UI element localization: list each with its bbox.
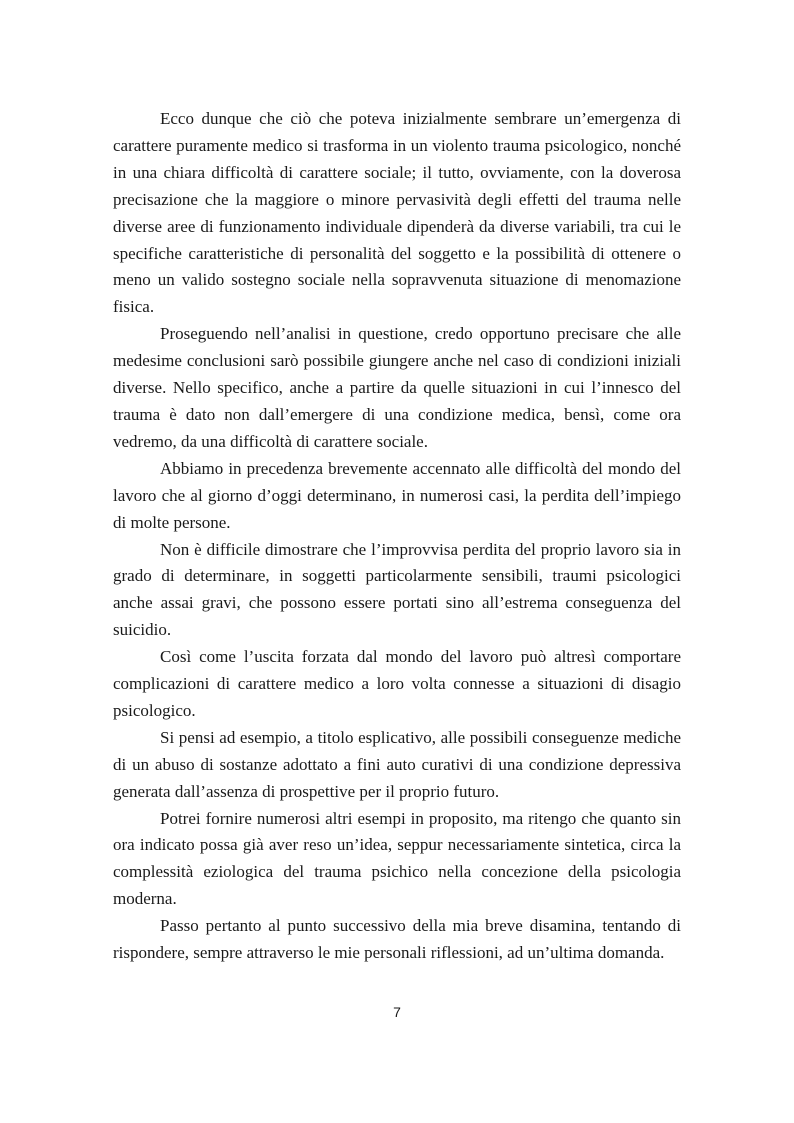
body-text: [113, 106, 681, 967]
paragraph-5: Così come l’uscita forzata dal mondo del lavoro può altresì comportare complicazioni di carattere medico a loro volta connesse a situazioni di disagio psicologico.: [113, 647, 681, 720]
paragraph-2: Proseguendo nell’analisi in questione, credo opportuno precisare che alle medesime conclusioni sarò possibile giungere anche nel caso di condizioni iniziali diverse. Nello specifico, anche a partire da quelle situazioni in cui l’innesco del trauma è dato non dall’emergere di una condizione medica, bensì, come ora vedremo, da una difficoltà di carattere sociale.: [113, 324, 681, 451]
paragraph-1: Ecco dunque che ciò che poteva inizialmente sembrare un’emergenza di carattere puramente medico si trasforma in un violento trauma psicologico, nonché in una chiara difficoltà di carattere sociale; il tutto, ovviamente, con la doverosa precisazione che la maggiore o minore pervasività degli effetti del trauma nelle diverse aree di funzionamento individuale dipenderà da diverse variabili, tra cui le specifiche caratteristiche di personalità del soggetto e la possibilità di ottenere o meno un valido sostegno sociale nella sopravvenuta situazione di menomazione fisica.: [113, 109, 681, 317]
paragraph-6: Si pensi ad esempio, a titolo esplicativo, alle possibili conseguenze mediche di un abuso di sostanze adottato a fini auto curativi di una condizione depressiva generata dall’assenza di prospettive per il proprio futuro.: [113, 727, 681, 801]
paragraph-3: Abbiamo in precedenza brevemente accennato alle difficoltà del mondo del lavoro che al giorno d’oggi determinano, in numerosi casi, la perdita dell’impiego di molte persone.: [113, 458, 681, 532]
paragraph-8: Passo pertanto al punto successivo della mia breve disamina, tentando di rispondere, sempre attraverso le mie personali riflessioni, ad un’ultima domanda.: [113, 916, 681, 963]
paragraph-7: Potrei fornire numerosi altri esempi in proposito, ma ritengo che quanto sin ora indicato possa già aver reso un’idea, seppur necessariamente sintetica, circa la complessità eziologica del trauma psichico nella concezione della psicologia moderna.: [113, 808, 681, 909]
paragraph-4: Non è difficile dimostrare che l’improvvisa perdita del proprio lavoro sia in grado di determinare, in soggetti particolarmente sensibili, traumi psicologici anche assai gravi, che possono essere portati sino all’estrema conseguenza del suicidio.: [113, 539, 681, 640]
page-number: 7: [393, 1004, 401, 1020]
